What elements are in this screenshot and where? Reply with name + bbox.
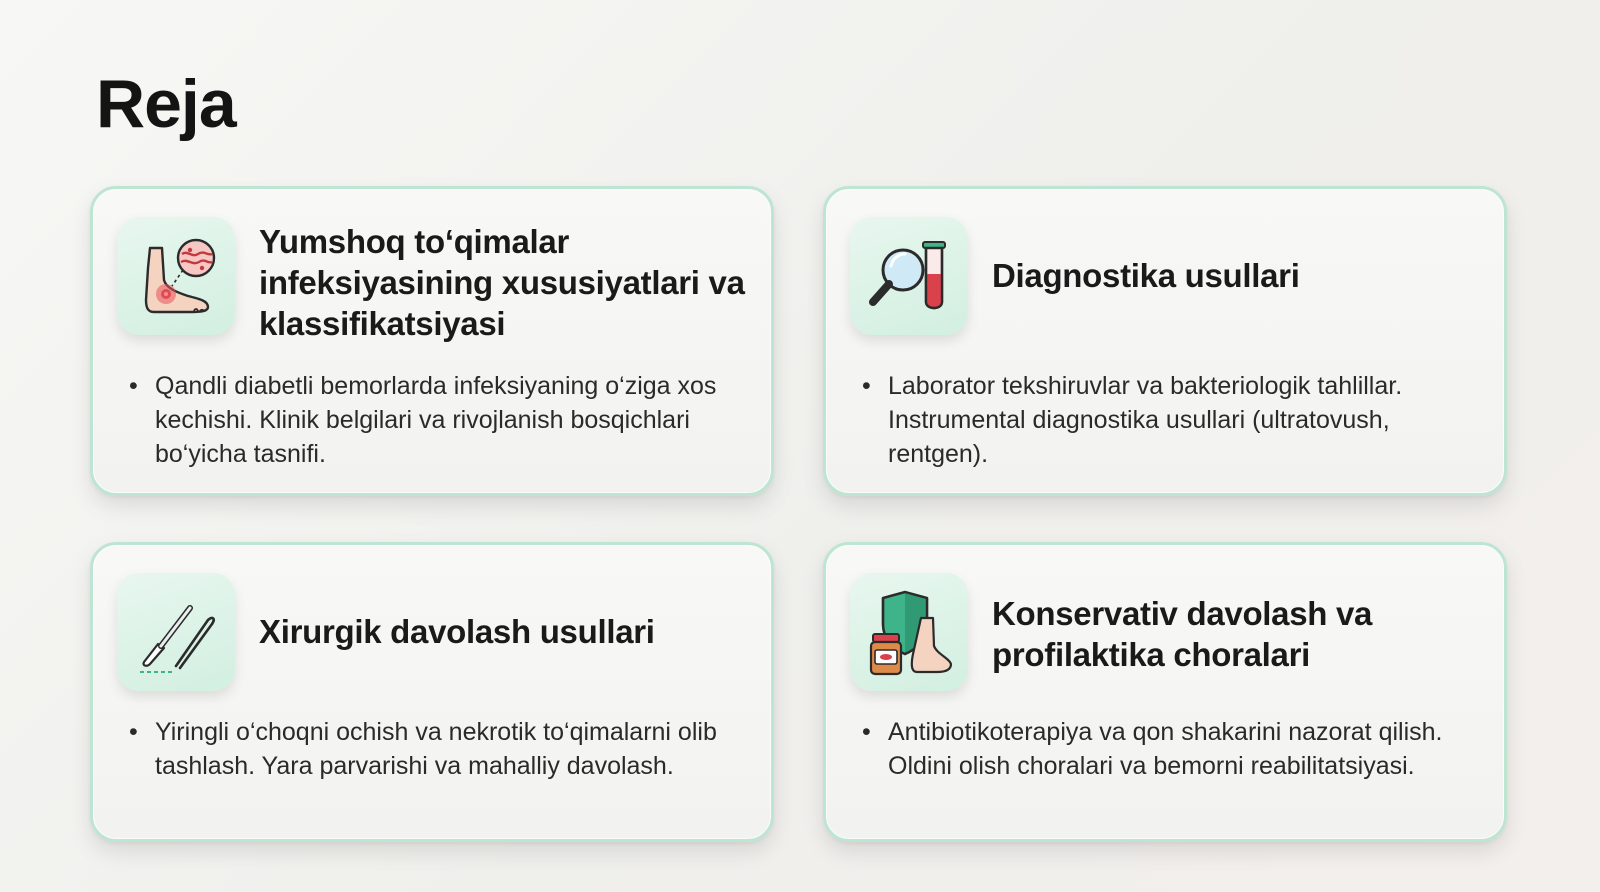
card-title: Diagnostika usullari: [992, 257, 1300, 294]
infected-foot-icon: [128, 228, 224, 324]
card-description: [862, 715, 1488, 783]
card-description-text: Qandli diabetli bemorlarda infeksiyaning o‘ziga xos kechishi. Klinik belgilari va rivojlanish bosqichlari bo‘yicha tasnifi.: [155, 372, 717, 468]
magnifier-test-tube-icon: [861, 228, 957, 324]
card-description-text: Yiringli o‘choqni ochish va nekrotik to‘qimalarni olib tashlash. Yara parvarishi va mahalliy davolash.: [155, 718, 717, 780]
card-title: Yumshoq to‘qimalar infeksiyasining xususiyatlari va klassifikatsiyasi: [259, 223, 745, 342]
card-description: [862, 369, 1488, 471]
scalpel-forceps-icon: [128, 584, 224, 680]
icon-tile: [850, 573, 968, 691]
plan-card-infection-classification: [90, 186, 774, 496]
bullet-icon: •: [862, 718, 871, 746]
card-description: [129, 369, 755, 471]
icon-tile: [117, 573, 235, 691]
card-description-text: Antibiotikoterapiya va qon shakarini nazorat qilish. Oldini olish choralari va bemorni reabilitatsiyasi.: [888, 718, 1443, 780]
plan-card-surgical-treatment: [90, 542, 774, 842]
card-description-text: Laborator tekshiruvlar va bakteriologik tahlillar. Instrumental diagnostika usullari (ultratovush, rentgen).: [888, 372, 1403, 468]
bullet-icon: •: [129, 372, 138, 400]
card-title: Konservativ davolash va profilaktika choralari: [992, 595, 1373, 673]
plan-card-conservative-treatment: [823, 542, 1507, 842]
shield-medicine-foot-icon: [861, 584, 957, 680]
icon-tile: [117, 217, 235, 335]
page-title: Reja: [96, 66, 236, 142]
bullet-icon: •: [129, 718, 138, 746]
bullet-icon: •: [862, 372, 871, 400]
plan-card-diagnostics: [823, 186, 1507, 496]
card-title: Xirurgik davolash usullari: [259, 613, 655, 650]
card-description: [129, 715, 755, 783]
icon-tile: [850, 217, 968, 335]
